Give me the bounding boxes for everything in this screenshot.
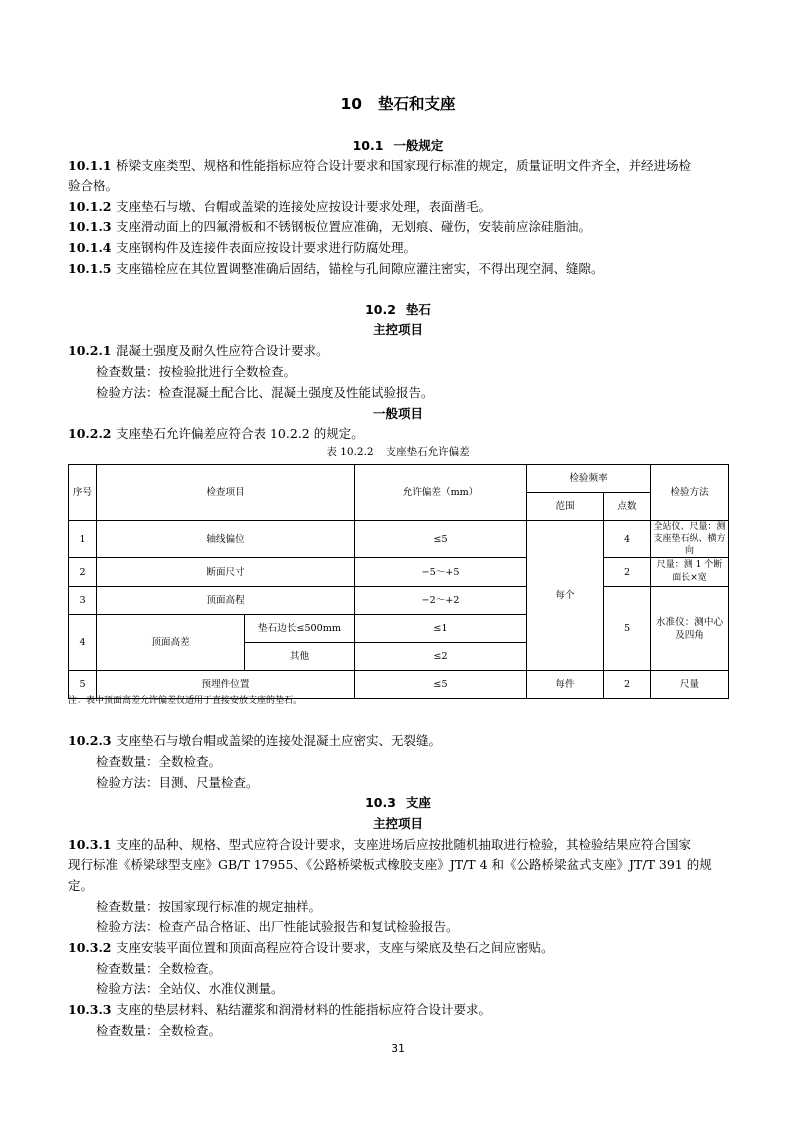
- clause-text: 支座滑动面上的四氟滑板和不锈钢板位置应准确，无划痕、碰伤，安装前应涂硅脂油。: [116, 219, 592, 234]
- cell-range: 每件: [527, 671, 604, 699]
- page-number: 31: [391, 1042, 405, 1055]
- cell-seq: 5: [69, 671, 97, 699]
- section-heading-10-1: [68, 136, 728, 156]
- clause-text: 混凝土强度及耐久性应符合设计要求。: [116, 343, 329, 358]
- inspection-method: 检验方法：检查混凝土配合比、混凝土强度及性能试验报告。: [96, 385, 434, 400]
- clause-number: 10.1.1: [68, 158, 112, 173]
- table-note: 注：表中顶面高差允许偏差仅适用于直接安放支座的垫石。: [68, 696, 303, 706]
- clause-number: 10.2.2: [68, 426, 112, 441]
- cell-subitem: 垫石边长≤500mm: [245, 615, 355, 643]
- section-title: 一般规定: [393, 138, 444, 153]
- clause-number: 10.3.3: [68, 1002, 112, 1017]
- clause-10-3-3: [68, 1000, 728, 1020]
- clause-text: 支座的品种、规格、型式应符合设计要求，支座进场后应按批随机抽取进行检验，其检验结果应符合国家: [116, 837, 692, 852]
- subheading-main-items: 主控项目: [372, 322, 423, 337]
- clause-text: 验合格。: [68, 178, 119, 193]
- clause-text: 支座锚栓应在其位置调整准确后固结，锚栓与孔间隙应灌注密实，不得出现空洞、缝隙。: [116, 261, 604, 276]
- cell-tolerance: ≤1: [355, 615, 527, 643]
- cell-method: 尺量: [651, 671, 729, 699]
- cell-seq: 2: [69, 558, 97, 587]
- section-heading-10-3: [68, 793, 728, 813]
- clause-10-2-2: [68, 424, 728, 444]
- inspection-quantity: 检查数量：全数检查。: [96, 961, 222, 976]
- section-number: 10.2: [365, 302, 396, 317]
- clause-10-1-1-cont: [68, 176, 728, 196]
- cell-tolerance: −5～+5: [355, 558, 527, 587]
- clause-number: 10.2.1: [68, 343, 112, 358]
- inspection-quantity: 检查数量：按国家现行标准的规定抽样。: [96, 899, 322, 914]
- clause-10-1-4: [68, 238, 728, 258]
- cell-subitem: 其他: [245, 643, 355, 671]
- clause-10-3-1-cont: 现行标准《桥梁球型支座》GB/T 17955、《公路桥梁板式橡胶支座》JT/T 4 和《公路桥梁盆式支座》JT/T 391 的规: [68, 857, 712, 872]
- clause-text: 支座的垫层材料、粘结灌浆和润滑材料的性能指标应符合设计要求。: [116, 1002, 492, 1017]
- clause-text: 支座安装平面位置和顶面高程应符合设计要求，支座与梁底及垫石之间应密贴。: [116, 940, 554, 955]
- section-number: 10.3: [365, 795, 396, 810]
- cell-item: 顶面高差: [97, 615, 245, 671]
- cell-item: 断面尺寸: [97, 558, 355, 587]
- clause-10-3-1: [68, 835, 728, 855]
- inspection-quantity: 检查数量：全数检查。: [96, 1023, 222, 1038]
- inspection-method: 检验方法：全站仪、水准仪测量。: [96, 981, 284, 996]
- header-points: 点数: [604, 493, 651, 521]
- subheading-main-items: 主控项目: [372, 816, 423, 831]
- clause-10-3-1-cont: 定。: [68, 878, 94, 893]
- cell-method: 水准仪：测中心及四角: [651, 587, 729, 671]
- inspection-method: 检验方法：目测、尺量检查。: [96, 775, 259, 790]
- clause-number: 10.1.5: [68, 261, 112, 276]
- table-caption: [68, 444, 728, 460]
- clause-number: 10.1.4: [68, 240, 112, 255]
- clause-number: 10.3.2: [68, 940, 112, 955]
- section-title: 支座: [405, 795, 431, 810]
- clause-number: 10.1.3: [68, 219, 112, 234]
- cell-points: 2: [604, 558, 651, 587]
- clause-text: 支座垫石允许偏差应符合表 10.2.2 的规定。: [116, 426, 364, 441]
- clause-text: 支座垫石与墩台帽或盖梁的连接处混凝土应密实、无裂缝。: [116, 733, 442, 748]
- cell-tolerance: ≤2: [355, 643, 527, 671]
- cell-item: 轴线偏位: [97, 521, 355, 558]
- clause-10-2-3: [68, 731, 728, 751]
- cell-points: 5: [604, 587, 651, 671]
- subheading-general-items: 一般项目: [372, 406, 423, 421]
- table-row: [69, 558, 729, 587]
- chapter-number: 10: [340, 95, 363, 113]
- cell-range: 每个: [527, 521, 604, 671]
- cell-seq: 4: [69, 615, 97, 671]
- clause-10-1-1: [68, 156, 728, 176]
- section-heading-10-2: [68, 300, 728, 320]
- clause-number: 10.1.2: [68, 199, 112, 214]
- section-number: 10.1: [352, 138, 384, 153]
- header-tolerance: 允许偏差（mm）: [355, 465, 527, 521]
- cell-points: 2: [604, 671, 651, 699]
- clause-text: 支座垫石与墩、台帽或盖梁的连接处应按设计要求处理，表面凿毛。: [116, 199, 492, 214]
- inspection-quantity: 检查数量：按检验批进行全数检查。: [96, 364, 297, 379]
- header-range: 范围: [527, 493, 604, 521]
- chapter-title-text: 垫石和支座: [378, 95, 456, 113]
- clause-10-1-3: [68, 217, 728, 237]
- inspection-method: 检验方法：检查产品合格证、出厂性能试验报告和复试检验报告。: [96, 919, 459, 934]
- clause-10-1-2: [68, 197, 728, 217]
- clause-number: 10.2.3: [68, 733, 112, 748]
- cell-points: 4: [604, 521, 651, 558]
- cell-seq: 3: [69, 587, 97, 615]
- table-row: [69, 521, 729, 558]
- cell-tolerance: ≤5: [355, 671, 527, 699]
- cell-tolerance: ≤5: [355, 521, 527, 558]
- clause-10-2-1: [68, 341, 728, 361]
- clause-number: 10.3.1: [68, 837, 112, 852]
- cell-item: 顶面高程: [97, 587, 355, 615]
- tolerance-table: [68, 464, 729, 699]
- chapter-title: [68, 92, 728, 114]
- header-seq: 序号: [69, 465, 97, 521]
- cell-item: 预埋件位置: [97, 671, 355, 699]
- cell-method: 尺量：测 1 个断面长×宽: [651, 558, 729, 587]
- table-title: 支座垫石允许偏差: [385, 446, 470, 458]
- cell-method: 全站仪、尺量：测支座垫石纵、横方向: [651, 521, 729, 558]
- table-number: 表 10.2.2: [326, 446, 374, 458]
- table-header-row: [69, 465, 729, 493]
- cell-tolerance: −2～+2: [355, 587, 527, 615]
- header-method: 检验方法: [651, 465, 729, 521]
- clause-10-1-5: [68, 259, 728, 279]
- inspection-quantity: 检查数量：全数检查。: [96, 754, 222, 769]
- header-item: 检查项目: [97, 465, 355, 521]
- clause-text: 桥梁支座类型、规格和性能指标应符合设计要求和国家现行标准的规定，质量证明文件齐全，并经进场检: [116, 158, 692, 173]
- clause-10-3-2: [68, 938, 728, 958]
- clause-text: 支座钢构件及连接件表面应按设计要求进行防腐处理。: [116, 240, 417, 255]
- section-title: 垫石: [405, 302, 431, 317]
- table-row: [69, 587, 729, 615]
- header-frequency: 检验频率: [527, 465, 651, 493]
- cell-seq: 1: [69, 521, 97, 558]
